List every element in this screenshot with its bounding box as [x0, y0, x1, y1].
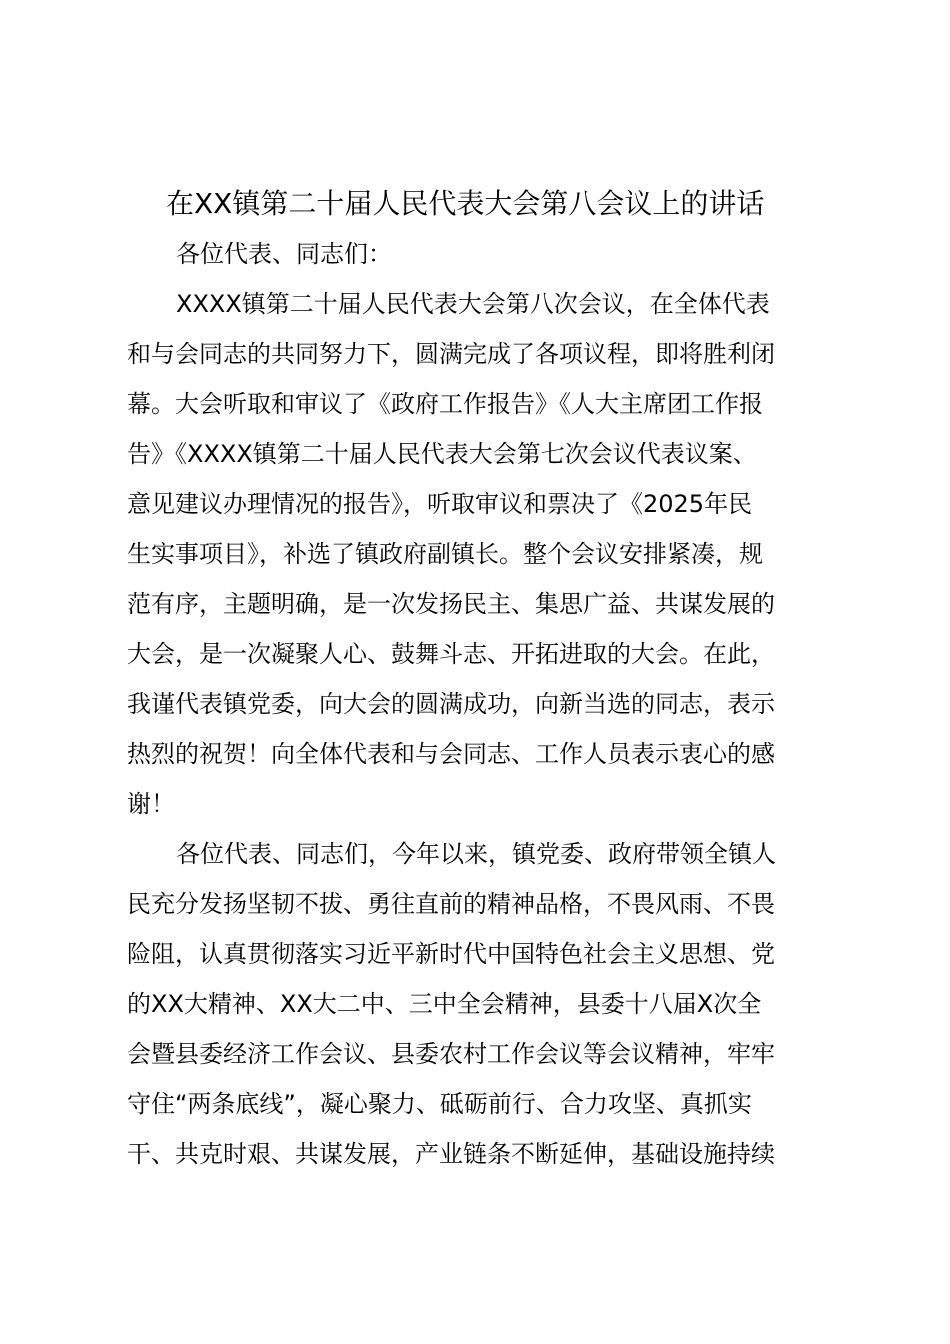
paragraph-line: 幕。大会听取和审议了《政府工作报告》《人大主席团工作报 — [127, 390, 763, 418]
paragraph-line: 会暨县委经济工作会议、县委农村工作会议等会议精神，牢牢 — [127, 1040, 775, 1068]
paragraph-line: 谢！ — [127, 790, 175, 818]
paragraph-line: 意见建议办理情况的报告》，听取审议和票决了《2025年民 — [127, 490, 753, 518]
paragraph-line: 各位代表、同志们，今年以来，镇党委、政府带领全镇人 — [176, 840, 776, 868]
paragraph-line: 险阻，认真贯彻落实习近平新时代中国特色社会主义思想、党 — [127, 940, 775, 968]
salutation: 各位代表、同志们： — [176, 240, 392, 268]
paragraph-line: 热烈的祝贺！向全体代表和与会同志、工作人员表示衷心的感 — [127, 740, 775, 768]
paragraph-line: 的XX大精神、XX大二中、三中全会精神，县委十八届X次全 — [127, 990, 762, 1018]
paragraph-line: 和与会同志的共同努力下，圆满完成了各项议程，即将胜利闭 — [127, 340, 775, 368]
paragraph-line: 干、共克时艰、共谋发展，产业链条不断延伸，基础设施持续 — [127, 1140, 775, 1168]
paragraph-line: 生实事项目》，补选了镇政府副镇长。整个会议安排紧凑，规 — [127, 540, 763, 568]
paragraph-line: 我谨代表镇党委，向大会的圆满成功，向新当选的同志，表示 — [127, 690, 775, 718]
paragraph-line: XXXX镇第二十届人民代表大会第八次会议，在全体代表 — [176, 290, 770, 318]
document-title: 在XX镇第二十届人民代表大会第八会议上的讲话 — [166, 187, 765, 220]
paragraph-line: 告》《XXXX镇第二十届人民代表大会第七次会议代表议案、 — [127, 440, 757, 468]
paragraph-line: 范有序，主题明确，是一次发扬民主、集思广益、共谋发展的 — [127, 590, 775, 618]
paragraph-line: 民充分发扬坚韧不拔、勇往直前的精神品格，不畏风雨、不畏 — [127, 890, 775, 918]
paragraph-line: 大会，是一次凝聚人心、鼓舞斗志、开拓进取的大会。在此， — [127, 640, 775, 668]
paragraph-line: 守住“两条底线”，凝心聚力、砥砺前行、合力攻坚、真抓实 — [127, 1090, 752, 1118]
